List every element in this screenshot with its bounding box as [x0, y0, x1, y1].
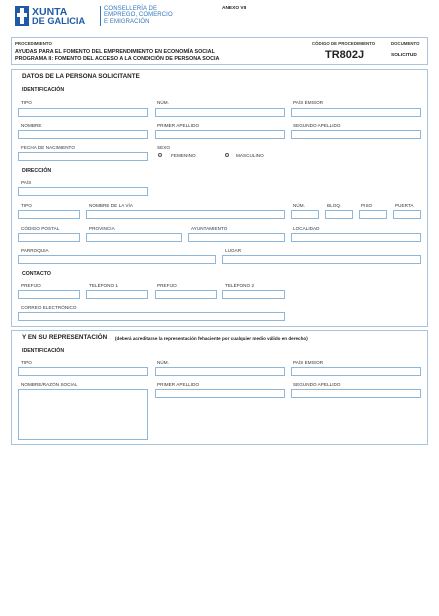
place-label: LUGAR [225, 248, 242, 253]
phone1-field[interactable] [86, 290, 148, 299]
doc-number-field[interactable] [155, 108, 285, 117]
doc-type-field[interactable] [18, 108, 148, 117]
first-name-field[interactable] [18, 130, 148, 139]
street-number-label: NÚM. [293, 203, 305, 208]
postal-code-label: CÓDIGO POSTAL [21, 226, 60, 231]
block-label: BLOQ. [327, 203, 342, 208]
province-field[interactable] [86, 233, 182, 242]
place-field[interactable] [222, 255, 421, 264]
sex-label: SEXO [157, 145, 170, 150]
municipality-label: AYUNTAMIENTO [191, 226, 228, 231]
country-label: PAÍS [21, 180, 32, 185]
conselleria-line: EMPREGO, COMERCIO [104, 12, 173, 19]
rep-doc-number-field[interactable] [155, 367, 285, 376]
applicant-section-title: DATOS DE LA PERSONA SOLICITANTE [22, 73, 140, 80]
second-surname-field[interactable] [291, 130, 421, 139]
email-label: CORREO ELECTRÓNICO [21, 305, 77, 310]
rep-issuing-country-field[interactable] [291, 367, 421, 376]
parish-field[interactable] [18, 255, 216, 264]
procedure-label: PROCEDIMIENTO [15, 41, 52, 46]
rep-identification-subtitle: IDENTIFICACIÓN [22, 348, 65, 354]
doc-number-label: NÚM. [157, 100, 169, 105]
phone2-field[interactable] [222, 290, 285, 299]
contact-subtitle: CONTACTO [22, 271, 51, 277]
procedure-code-label: CÓDIGO DE PROCEDIMIENTO [312, 41, 376, 46]
female-label: FEMENINO [171, 152, 196, 158]
address-subtitle: DIRECCIÓN [22, 168, 52, 174]
procedure-code-value: TR802J [325, 49, 365, 61]
second-surname-label: SEGUNDO APELLIDO [293, 123, 341, 128]
rep-first-surname-field[interactable] [155, 389, 285, 398]
street-name-field[interactable] [86, 210, 285, 219]
procedure-title-line1: AYUDAS PARA EL FOMENTO DEL EMPRENDIMIENTO EN ECONOMÍA SOCIAL [15, 49, 215, 55]
first-name-label: NOMBRE [21, 123, 42, 128]
rep-name-field[interactable] [18, 389, 148, 440]
annex-label: ANEXO VII [222, 6, 247, 11]
province-label: PROVINCIA [89, 226, 115, 231]
rep-doc-number-label: NÚM. [157, 360, 169, 365]
rep-name-label: NOMBRE/RAZÓN SOCIAL [21, 382, 78, 387]
conselleria-line: CONSELLERÍA DE [104, 6, 158, 12]
galicia-flag-icon [15, 6, 29, 26]
street-name-label: NOMBRE DE LA VÍA [89, 203, 133, 208]
document-label: DOCUMENTO [391, 41, 420, 46]
phone1-label: TELÉFONO 1 [89, 283, 119, 288]
conselleria-name [104, 6, 173, 25]
logo-divider [100, 6, 101, 26]
door-field[interactable] [393, 210, 421, 219]
rep-second-surname-field[interactable] [291, 389, 421, 398]
prefix2-label: PREFIJO [157, 283, 177, 288]
doc-type-label: TIPO [21, 100, 32, 105]
logo-line2: DE GALICIA [32, 16, 86, 26]
phone2-label: TELÉFONO 2 [225, 283, 255, 288]
birth-date-label: FECHA DE NACIMIENTO [21, 145, 75, 150]
first-surname-label: PRIMER APELLIDO [157, 123, 200, 128]
rep-doc-type-field[interactable] [18, 367, 148, 376]
male-radio[interactable] [225, 153, 229, 157]
locality-field[interactable] [291, 233, 421, 242]
locality-label: LOCALIDAD [293, 226, 320, 231]
street-number-field[interactable] [291, 210, 319, 219]
street-type-label: TIPO [21, 203, 32, 208]
issuing-country-label: PAÍS EMISOR [293, 100, 324, 105]
parish-label: PARROQUIA [21, 248, 49, 253]
issuing-country-field[interactable] [291, 108, 421, 117]
conselleria-line: E EMIGRACIÓN [104, 18, 150, 25]
street-type-field[interactable] [18, 210, 80, 219]
email-field[interactable] [18, 312, 285, 321]
door-label: PUERTA [395, 203, 414, 208]
rep-issuing-country-label: PAÍS EMISOR [293, 360, 324, 365]
municipality-field[interactable] [188, 233, 285, 242]
xunta-logo [15, 6, 101, 28]
birth-date-field[interactable] [18, 152, 148, 161]
first-surname-field[interactable] [155, 130, 285, 139]
male-label: MASCULINO [236, 152, 264, 158]
representative-section-title: Y EN SU REPRESENTACIÓN [22, 334, 108, 341]
rep-doc-type-label: TIPO [21, 360, 32, 365]
floor-field[interactable] [359, 210, 387, 219]
rep-second-surname-label: SEGUNDO APELLIDO [293, 382, 341, 387]
procedure-title-line2: PROGRAMA II: FOMENTO DEL ACCESO A LA CONDICIÓN DE PERSONA SOCIA [15, 56, 220, 62]
rep-first-surname-label: PRIMER APELLIDO [157, 382, 200, 387]
representative-note: (deberá acreditarse la representación fehaciente por cualquier medio válido en derecho) [115, 335, 308, 341]
prefix2-field[interactable] [155, 290, 217, 299]
block-field[interactable] [325, 210, 353, 219]
logo-line1: XUNTA [32, 6, 68, 18]
floor-label: PISO [361, 203, 373, 208]
prefix1-label: PREFIJO [21, 283, 41, 288]
prefix1-field[interactable] [18, 290, 80, 299]
postal-code-field[interactable] [18, 233, 80, 242]
document-value: SOLICITUD [391, 53, 417, 58]
identification-subtitle: IDENTIFICACIÓN [22, 87, 65, 93]
country-field[interactable] [18, 187, 148, 196]
female-radio[interactable] [158, 153, 162, 157]
